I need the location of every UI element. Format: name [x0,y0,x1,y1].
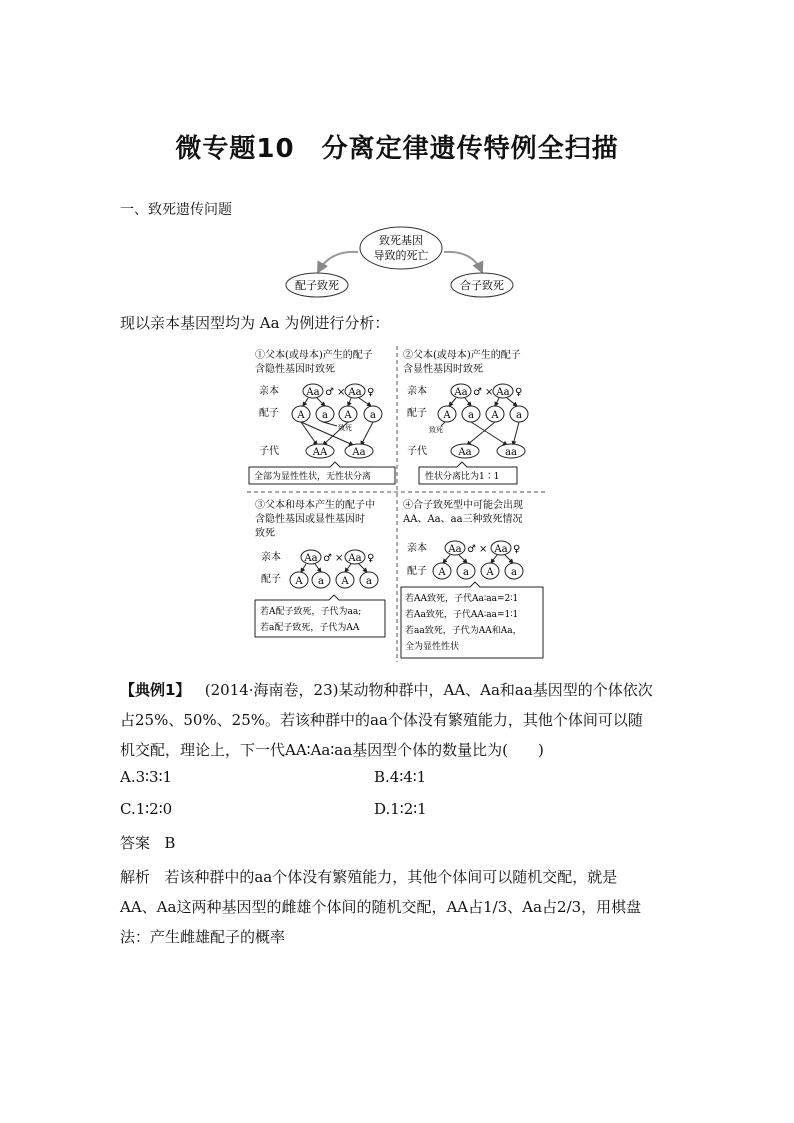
svg-text:aa: aa [505,447,517,458]
section-heading: 一、致死遗传问题 [120,202,232,218]
svg-text:A: A [297,410,305,421]
svg-text:亲本: 亲本 [259,386,279,397]
svg-text:A: A [341,576,349,587]
svg-text:若aa致死，子代为AA和Aa，: 若aa致死，子代为AA和Aa， [405,626,522,636]
option-c: C.1∶2∶0 [120,800,173,818]
svg-text:Aa: Aa [496,387,510,398]
svg-text:a: a [463,567,469,578]
svg-text:Aa: Aa [304,553,318,564]
svg-text:子代: 子代 [407,446,427,457]
svg-text:配子: 配子 [261,574,281,585]
svg-text:A: A [486,567,494,578]
svg-text:a: a [511,567,517,578]
svg-text:亲本: 亲本 [407,386,427,397]
svg-text:全为显性性状: 全为显性性状 [405,642,460,652]
quadrant-3 [255,498,385,637]
svg-text:④合子致死型中可能会出现: ④合子致死型中可能会出现 [403,500,523,511]
quadrant-4 [401,498,543,658]
q1-note: 全部为显性性状，无性状分离 [254,472,372,482]
svg-text:子代: 子代 [259,446,279,457]
analysis-line3: 法：产生雌雄配子的概率 [120,928,286,946]
center-line2: 导致的死亡 [373,249,429,262]
svg-text:致死: 致死 [429,426,443,434]
q1-title-2: 含隐性基因时致死 [255,364,335,375]
example-line3: 机交配，理论上，下一代AA∶Aa∶aa基因型个体的数量比为( ) [120,741,544,759]
svg-text:♀: ♀ [367,553,375,564]
q2-note: 性状分离比为1∶1 [425,472,500,482]
right-node: 合子致死 [460,279,504,292]
svg-text:配子: 配子 [407,566,427,577]
svg-text:×: × [337,387,346,398]
svg-text:Aa: Aa [458,447,472,458]
svg-text:致死: 致死 [338,424,352,432]
svg-text:若a配子致死，子代为AA: 若a配子致死，子代为AA [260,623,360,633]
svg-text:A: A [438,567,446,578]
answer-line [120,831,175,855]
analysis-line2: AA、Aa这两种基因型的雌雄个体间的随机交配，AA占1/3、Aa占2/3，用棋盘 [120,898,642,916]
svg-text:♀: ♀ [367,387,375,398]
svg-text:Aa: Aa [448,544,462,555]
q1-title-1: ①父本(或母本)产生的配子 [255,350,373,361]
svg-text:♀: ♀ [515,387,523,398]
lethal-types-diagram [280,222,520,300]
svg-text:A: A [344,410,352,421]
svg-text:♀: ♀ [513,544,521,555]
svg-text:a: a [366,576,372,587]
svg-text:若A配子致死，子代为aa;: 若A配子致死，子代为aa; [260,607,362,617]
analysis-line1: 若该种群中的aa个体没有繁殖能力，其他个体间可以随机交配，就是 [164,868,618,886]
svg-text:A: A [295,576,303,587]
example-line2: 占25%、50%、25%。若该种群中的aa个体没有繁殖能力，其他个体间可以随 [120,711,643,729]
svg-text:③父本和母本产生的配子中: ③父本和母本产生的配子中 [255,500,375,511]
svg-text:致死: 致死 [255,528,275,539]
quadrant-1 [249,348,395,484]
svg-text:Aa: Aa [352,447,366,458]
svg-text:②父本(或母本)产生的配子: ②父本(或母本)产生的配子 [403,350,521,361]
center-line1: 致死基因 [379,234,423,247]
svg-text:若Aa致死，子代AA∶aa=1∶1: 若Aa致死，子代AA∶aa=1∶1 [405,610,519,620]
svg-text:Aa: Aa [454,387,468,398]
svg-text:含显性基因时致死: 含显性基因时致死 [403,364,483,375]
page-title: 微专题10 分离定律遗传特例全扫描 [175,134,619,164]
svg-text:亲本: 亲本 [261,552,281,563]
svg-text:♂: ♂ [467,544,476,555]
svg-text:AA: AA [312,447,328,458]
svg-text:AA、Aa、aa三种致死情况: AA、Aa、aa三种致死情况 [403,514,523,525]
svg-text:a: a [468,410,474,421]
svg-text:亲本: 亲本 [407,543,427,554]
svg-text:a: a [516,410,522,421]
svg-text:若AA致死，子代Aa∶aa=2∶1: 若AA致死，子代Aa∶aa=2∶1 [405,594,519,604]
answer-label: 答案 [120,834,151,852]
svg-text:×: × [485,387,494,398]
example-label: 【典例1】 [120,681,191,699]
option-b: B.4∶4∶1 [374,768,427,786]
svg-text:A: A [443,410,451,421]
svg-text:×: × [335,553,344,564]
svg-text:Aa: Aa [348,387,362,398]
intro-text: 现以亲本基因型均为 Aa 为例进行分析： [120,314,390,332]
svg-text:♂: ♂ [323,553,332,564]
svg-text:含隐性基因或显性基因时: 含隐性基因或显性基因时 [255,514,365,525]
option-d: D.1∶2∶1 [374,800,427,818]
svg-text:a: a [370,410,376,421]
svg-text:Aa: Aa [494,544,508,555]
example-line1: (2014·海南卷，23)某动物种群中，AA、Aa和aa基因型的个体依次 [204,681,653,699]
answer-value: B [164,834,176,852]
svg-text:a: a [318,576,324,587]
svg-text:♂: ♂ [325,387,334,398]
left-node: 配子致死 [295,279,339,292]
analysis-label: 解析 [120,868,151,886]
svg-text:配子: 配子 [407,408,427,419]
option-a: A.3∶3∶1 [120,768,173,786]
quadrant-2 [403,348,528,484]
svg-text:配子: 配子 [259,408,279,419]
svg-text:a: a [322,410,328,421]
svg-text:A: A [491,410,499,421]
svg-text:Aa: Aa [348,553,362,564]
example-block [120,678,680,762]
svg-text:Aa: Aa [306,387,320,398]
analysis-block [120,862,680,952]
svg-text:♂: ♂ [473,387,482,398]
lethal-analysis-figure [245,342,550,664]
svg-text:×: × [479,544,488,555]
